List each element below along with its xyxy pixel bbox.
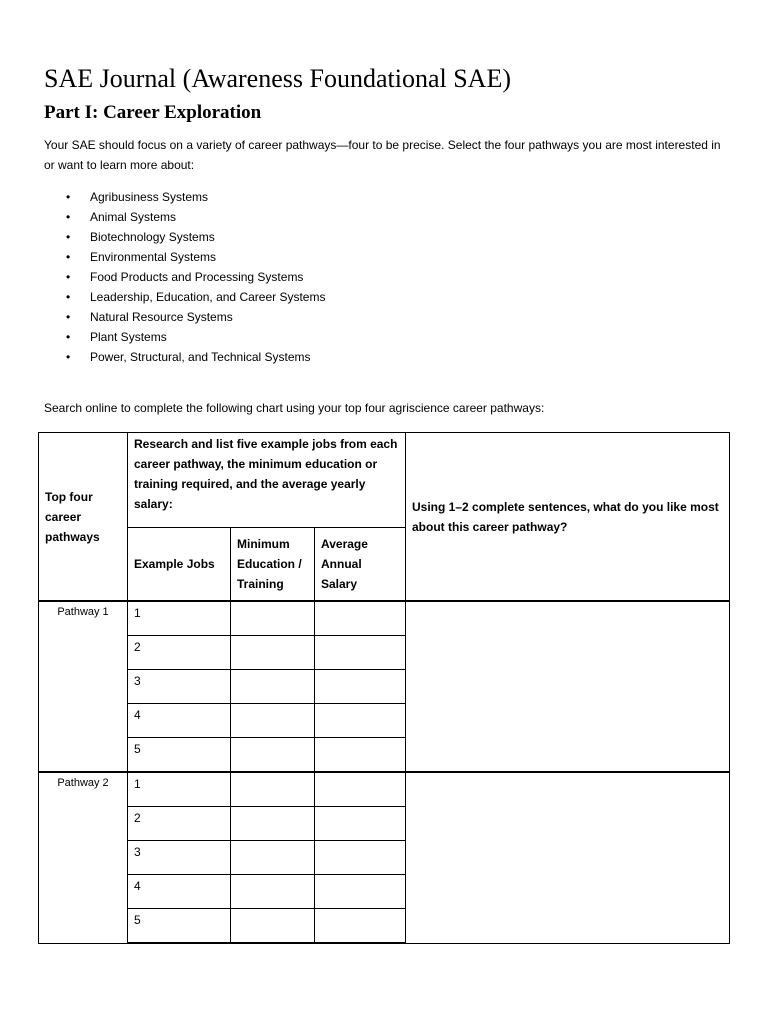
example-job-cell[interactable] — [128, 601, 231, 636]
minimum-education-cell[interactable] — [231, 670, 315, 704]
row-number: 4 — [134, 708, 141, 722]
list-item: • Biotechnology Systems — [66, 227, 325, 247]
like-most-response-cell[interactable] — [406, 772, 730, 943]
average-salary-cell[interactable] — [315, 807, 406, 841]
intro-paragraph: Your SAE should focus on a variety of career pathways—four to be precise. Select the four pathways you are most interested in or want to learn more about: — [44, 138, 721, 172]
like-most-response-cell[interactable] — [406, 601, 730, 772]
average-salary-cell[interactable] — [315, 909, 406, 944]
pathway-label[interactable] — [39, 601, 128, 772]
average-salary-cell[interactable] — [315, 704, 406, 738]
average-salary-cell[interactable] — [315, 636, 406, 670]
list-item: • Power, Structural, and Technical Systems — [66, 347, 325, 367]
list-item: • Food Products and Processing Systems — [66, 267, 325, 287]
minimum-education-cell[interactable] — [231, 704, 315, 738]
header-average-salary: Average Annual Salary — [315, 528, 406, 602]
list-item: • Agribusiness Systems — [66, 187, 325, 207]
example-job-cell[interactable] — [128, 636, 231, 670]
row-number: 3 — [134, 674, 141, 688]
row-number: 2 — [134, 640, 141, 654]
career-pathways-list — [66, 187, 325, 367]
average-salary-cell[interactable] — [315, 738, 406, 773]
section-heading: Part I: Career Exploration — [44, 102, 262, 123]
pathway-label-text: Pathway 1 — [57, 606, 109, 618]
example-job-cell[interactable] — [128, 807, 231, 841]
pathway-label[interactable] — [39, 772, 128, 943]
minimum-education-cell[interactable] — [231, 772, 315, 807]
row-number: 3 — [134, 845, 141, 859]
average-salary-cell[interactable] — [315, 841, 406, 875]
minimum-education-cell[interactable] — [231, 875, 315, 909]
pathway-label-text: Pathway 2 — [57, 777, 109, 789]
average-salary-cell[interactable] — [315, 772, 406, 807]
minimum-education-cell[interactable] — [231, 601, 315, 636]
chart-instruction: Search online to complete the following chart using your top four agriscience career pathways: — [44, 401, 545, 415]
example-job-cell[interactable] — [128, 772, 231, 807]
minimum-education-cell[interactable] — [231, 738, 315, 773]
example-job-cell[interactable] — [128, 670, 231, 704]
example-job-cell[interactable] — [128, 875, 231, 909]
example-job-cell[interactable] — [128, 738, 231, 773]
list-item: • Environmental Systems — [66, 247, 325, 267]
row-number: 1 — [134, 777, 141, 791]
row-number: 5 — [134, 742, 141, 756]
career-pathway-chart — [38, 432, 730, 944]
row-number: 5 — [134, 913, 141, 927]
example-job-cell[interactable] — [128, 841, 231, 875]
header-like-most: Using 1–2 complete sentences, what do you like most about this career pathway? — [406, 433, 730, 602]
example-job-cell[interactable] — [128, 909, 231, 944]
row-number: 2 — [134, 811, 141, 825]
minimum-education-cell[interactable] — [231, 636, 315, 670]
list-item: • Leadership, Education, and Career Systems — [66, 287, 325, 307]
row-number: 1 — [134, 606, 141, 620]
row-number: 4 — [134, 879, 141, 893]
minimum-education-cell[interactable] — [231, 807, 315, 841]
header-minimum-education: Minimum Education / Training — [231, 528, 315, 602]
list-item: • Plant Systems — [66, 327, 325, 347]
average-salary-cell[interactable] — [315, 670, 406, 704]
average-salary-cell[interactable] — [315, 875, 406, 909]
minimum-education-cell[interactable] — [231, 909, 315, 944]
example-job-cell[interactable] — [128, 704, 231, 738]
list-item: • Natural Resource Systems — [66, 307, 325, 327]
average-salary-cell[interactable] — [315, 601, 406, 636]
list-item: • Animal Systems — [66, 207, 325, 227]
header-research-instructions: Research and list five example jobs from each career pathway, the minimum education or training required, and the average yearly salary: — [128, 433, 406, 528]
document-title: SAE Journal (Awareness Foundational SAE) — [44, 64, 511, 93]
header-top-four-pathways: Top four career pathways — [39, 433, 128, 602]
minimum-education-cell[interactable] — [231, 841, 315, 875]
header-example-jobs: Example Jobs — [128, 528, 231, 602]
